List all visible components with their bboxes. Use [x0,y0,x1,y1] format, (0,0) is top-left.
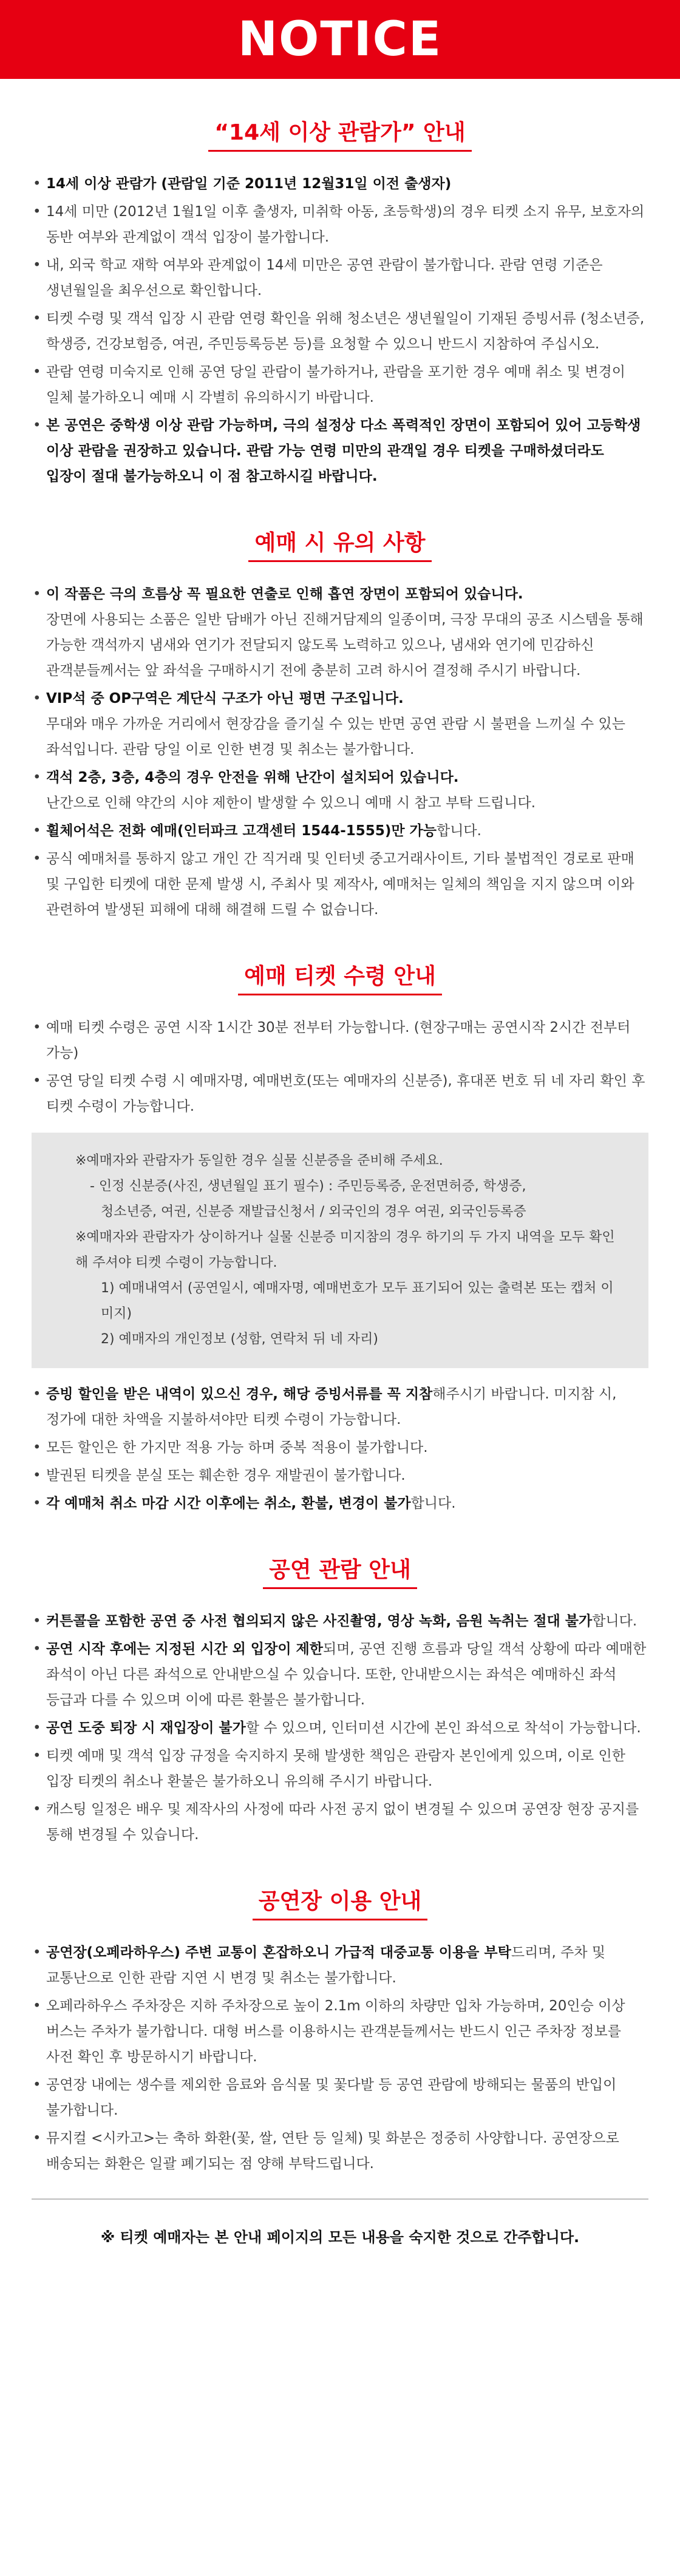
list-item: • 공연 시작 후에는 지정된 시간 외 입장이 제한되며, 공연 진행 흐름과 당일 객석 상황에 따라 예매한 좌석이 아닌 다른 좌석으로 안내받으실 수 있습니다. 또한, 안내받으시는 좌석은 예매하신 좌석 등급과 다를 수 있으며 이에 따른 환불은 불가합니다. [32,1636,648,1713]
list-item: • 커튼콜을 포함한 공연 중 사전 협의되지 않은 사진촬영, 영상 녹화, 음원 녹취는 절대 불가합니다. [32,1608,648,1634]
id-requirement-note: ※예매자와 관람자가 동일한 경우 실물 신분증을 준비해 주세요. - 인정 신분증(사진, 생년월일 표기 필수) : 주민등록증, 운전면허증, 학생증, 청소년증, 여권, 신분증 재발급신청서 / 외국인의 경우 여권, 외국인등록증 ※예매자와 관람자가 상이하거나 실물 신분증 미지참의 경우 하기의 두 가지 내역을 모두 확인해 주셔야 티켓 수령이 가능합니다. 1) 예매내역서 (공연일시, 예매자명, 예매번호가 모두 표기되어 있는 출력본 또는 캡처 이미지) 2) 예매자의 개인정보 (성함, 연락처 뒤 네 자리) [32,1133,648,1368]
list-item: • 모든 할인은 한 가지만 적용 가능 하며 중복 적용이 불가합니다. [32,1435,648,1460]
list-item: • 티켓 예매 및 객석 입장 규정을 숙지하지 못해 발생한 책임은 관람자 본인에게 있으며, 이로 인한 입장 티켓의 취소나 환불은 불가하오니 유의해 주시기 바랍니다. [32,1743,648,1794]
notice-content [0,79,680,2246]
section-venue-title: 공연장 이용 안내 [253,1884,428,1920]
notice-header [0,0,680,79]
section-booking [32,526,648,923]
booking-list [32,581,648,923]
list-item: • 14세 이상 관람가 (관람일 기준 2011년 12월31일 이전 출생자) [32,171,648,197]
list-item: • 발권된 티켓을 분실 또는 훼손한 경우 재발권이 불가합니다. [32,1463,648,1488]
section-ticket-title: 예매 티켓 수령 안내 [238,959,442,995]
footer-notice: ※ 티켓 예매자는 본 안내 페이지의 모든 내용을 숙지한 것으로 간주합니다. [32,2198,648,2246]
section-viewing [32,1553,648,1848]
section-booking-title: 예매 시 유의 사항 [248,526,431,562]
list-item: • 각 예매처 취소 마감 시간 이후에는 취소, 환불, 변경이 불가합니다. [32,1491,648,1516]
section-venue [32,1884,648,2177]
list-item: • 공연 도중 퇴장 시 재입장이 불가할 수 있으며, 인터미션 시간에 본인 좌석으로 착석이 가능합니다. [32,1715,648,1741]
list-item: • 증빙 할인을 받은 내역이 있으신 경우, 해당 증빙서류를 꼭 지참해주시기 바랍니다. 미지참 시, 정가에 대한 차액을 지불하셔야만 티켓 수령이 가능합니다. [32,1381,648,1432]
list-item: • 공연장(오페라하우스) 주변 교통이 혼잡하오니 가급적 대중교통 이용을 부탁드리며, 주차 및 교통난으로 인한 관람 지연 시 변경 및 취소는 불가합니다. [32,1940,648,1991]
list-item: • 공연장 내에는 생수를 제외한 음료와 음식물 및 꽃다발 등 공연 관람에 방해되는 물품의 반입이 불가합니다. [32,2072,648,2123]
list-item: • 공연 당일 티켓 수령 시 예매자명, 예매번호(또는 예매자의 신분증), 휴대폰 번호 뒤 네 자리 확인 후 티켓 수령이 가능합니다. [32,1068,648,1119]
list-item: • 이 작품은 극의 흐름상 꼭 필요한 연출로 인해 흡연 장면이 포함되어 있습니다. 장면에 사용되는 소품은 일반 담배가 아닌 진해거담제의 일종이며, 극장 무대의 공조 시스템을 통해 가능한 객석까지 냄새와 연기가 전달되지 않도록 노력하고 있으나, 냄새와 연기에 민감하신 관객분들께서는 앞 좌석을 구매하시기 전에 충분히 고려 하시어 결정해 주시기 바랍니다. [32,581,648,683]
list-item: • 휠체어석은 전화 예매(인터파크 고객센터 1544-1555)만 가능합니다. [32,818,648,844]
ticket-list-before [32,1015,648,1119]
viewing-list [32,1608,648,1848]
list-item: • 관람 연령 미숙지로 인해 공연 당일 관람이 불가하거나, 관람을 포기한 경우 예매 취소 및 변경이 일체 불가하오니 예매 시 각별히 유의하시기 바랍니다. [32,359,648,410]
age-list [32,171,648,489]
list-item: • 캐스팅 일정은 배우 및 제작사의 사정에 따라 사전 공지 없이 변경될 수 있으며 공연장 현장 공지를 통해 변경될 수 있습니다. [32,1797,648,1848]
list-item: • 티켓 수령 및 객석 입장 시 관람 연령 확인을 위해 청소년은 생년월일이 기재된 증빙서류 (청소년증, 학생증, 건강보험증, 여권, 주민등록등본 등)를 요청할 수 있으니 반드시 지참하여 주십시오. [32,306,648,357]
section-viewing-title: 공연 관람 안내 [263,1553,417,1589]
section-age-title: “14세 이상 관람가” 안내 [208,115,471,152]
list-item: • 객석 2층, 3층, 4층의 경우 안전을 위해 난간이 설치되어 있습니다. 난간으로 인해 약간의 시야 제한이 발생할 수 있으니 예매 시 참고 부탁 드립니다. [32,765,648,816]
list-item: • VIP석 중 OP구역은 계단식 구조가 아닌 평면 구조입니다. 무대와 매우 가까운 거리에서 현장감을 즐기실 수 있는 반면 공연 관람 시 불편을 느끼실 수 있는 좌석입니다. 관람 당일 이로 인한 변경 및 취소는 불가합니다. [32,686,648,762]
venue-list [32,1940,648,2177]
section-ticket [32,959,648,1516]
notice-title: NOTICE [237,12,443,67]
list-item: • 예매 티켓 수령은 공연 시작 1시간 30분 전부터 가능합니다. (현장구매는 공연시작 2시간 전부터 가능) [32,1015,648,1066]
list-item: • 오페라하우스 주차장은 지하 주차장으로 높이 2.1m 이하의 차량만 입차 가능하며, 20인승 이상 버스는 주차가 불가합니다. 대형 버스를 이용하시는 관객분들께서는 반드시 인근 주차장 정보를 사전 확인 후 방문하시기 바랍니다. [32,1993,648,2070]
list-item: • 내, 외국 학교 재학 여부와 관계없이 14세 미만은 공연 관람이 불가합니다. 관람 연령 기준은 생년월일을 최우선으로 확인합니다. [32,253,648,303]
list-item: • 본 공연은 중학생 이상 관람 가능하며, 극의 설정상 다소 폭력적인 장면이 포함되어 있어 고등학생 이상 관람을 권장하고 있습니다. 관람 가능 연령 미만의 관객일 경우 티켓을 구매하셨더라도 입장이 절대 불가능하오니 이 점 참고하시길 바랍니다. [32,413,648,489]
list-item: • 공식 예매처를 통하지 않고 개인 간 직거래 및 인터넷 중고거래사이트, 기타 불법적인 경로로 판매 및 구입한 티켓에 대한 문제 발생 시, 주최사 및 제작사, 예매처는 일체의 책임을 지지 않으며 이와 관련하여 발생된 피해에 대해 해결해 드릴 수 없습니다. [32,846,648,923]
section-age [32,115,648,489]
list-item: • 뮤지컬 <시카고>는 축하 화환(꽃, 쌀, 연탄 등 일체) 및 화분은 정중히 사양합니다. 공연장으로 배송되는 화환은 일괄 폐기되는 점 양해 부탁드립니다. [32,2126,648,2177]
list-item: • 14세 미만 (2012년 1월1일 이후 출생자, 미취학 아동, 초등학생)의 경우 티켓 소지 유무, 보호자의 동반 여부와 관계없이 객석 입장이 불가합니다. [32,199,648,250]
ticket-list-after [32,1381,648,1516]
